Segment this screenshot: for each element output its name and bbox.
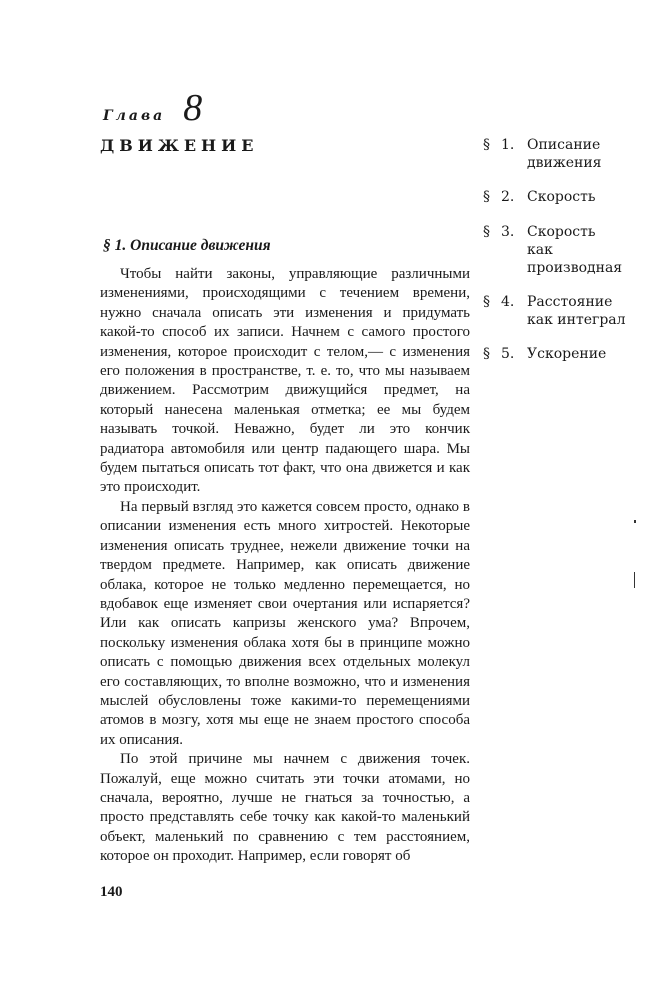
toc-item-text: Расстояние как интеграл — [527, 294, 626, 328]
section-sign: § — [483, 189, 490, 205]
chapter-word: Глава — [103, 108, 166, 124]
toc-item-text: Описание движения — [527, 137, 602, 171]
page-number: 140 — [100, 884, 123, 900]
section-sign: § — [483, 294, 490, 310]
toc-item-text: Скорость как производная — [527, 224, 623, 276]
section-sign: § — [483, 346, 490, 362]
chapter-title: ДВИЖЕНИЕ — [100, 136, 259, 155]
body-text — [100, 265, 470, 867]
toc-item-2 — [483, 188, 596, 206]
toc-item-4 — [483, 293, 626, 329]
toc-item-number: 1. — [501, 137, 515, 153]
toc-item-number: 4. — [501, 294, 515, 310]
section-heading: § 1. Описание движения — [103, 237, 271, 254]
toc-item-number: 3. — [501, 224, 515, 240]
toc-item-text: Ускорение — [527, 346, 607, 362]
paragraph: На первый взгляд это кажется совсем просто, однако в описании изменения есть много хитростей. Некоторые изменения описать труднее, нежели движение точки на твердом предмете. Например, как описать движение облака, которое не только медленно перемещается, но вдобавок еще изменяет свои очертания или испаряется? Или как описать капризы женского ума? Впрочем, поскольку изменения облака хотя бы в принципе можно описать с помощью движения всех отдельных молекул его составляющих, то вполне возможно, что и изменения мыслей обусловлены тоже какими-то перемещениями атомов в мозгу, хотя мы еще не знаем простого способа их описания. — [100, 498, 470, 748]
chapter-label — [103, 86, 202, 130]
section-sign: § — [483, 224, 490, 240]
toc-item-3 — [483, 223, 622, 277]
toc-item-1 — [483, 136, 602, 172]
toc-item-5 — [483, 345, 606, 363]
chapter-number: 8 — [183, 87, 203, 129]
section-sign: § — [483, 137, 490, 153]
scan-mark — [634, 572, 635, 588]
toc-item-number: 5. — [501, 346, 515, 362]
scan-mark — [634, 520, 636, 523]
toc-item-text: Скорость — [527, 189, 596, 205]
paragraph: Чтобы найти законы, управляющие различными изменениями, происходящими с течением времени, нужно сначала описать эти изменения и придумать какой-то способ их записи. Начнем с самого простого изменения, которое происходит с телом,— с изменения его положения в пространстве, т. е. то, что мы называем движением. Рассмотрим движущийся предмет, на который нанесена маленькая отметка; ее мы будем называть точкой. Неважно, будет ли это кончик радиатора автомобиля или центр падающего шара. Мы будем пытаться описать тот факт, что она движется и как это происходит. — [100, 266, 470, 496]
paragraph: По этой причине мы начнем с движения точек. Пожалуй, еще можно считать эти точки атомами, но сначала, вероятно, лучше не гнаться за точностью, а просто представлять себе точку как какой-то маленький объект, маленький по сравнению с тем расстоянием, которое он проходит. Например, если говорят об — [100, 751, 470, 865]
toc-item-number: 2. — [501, 189, 515, 205]
